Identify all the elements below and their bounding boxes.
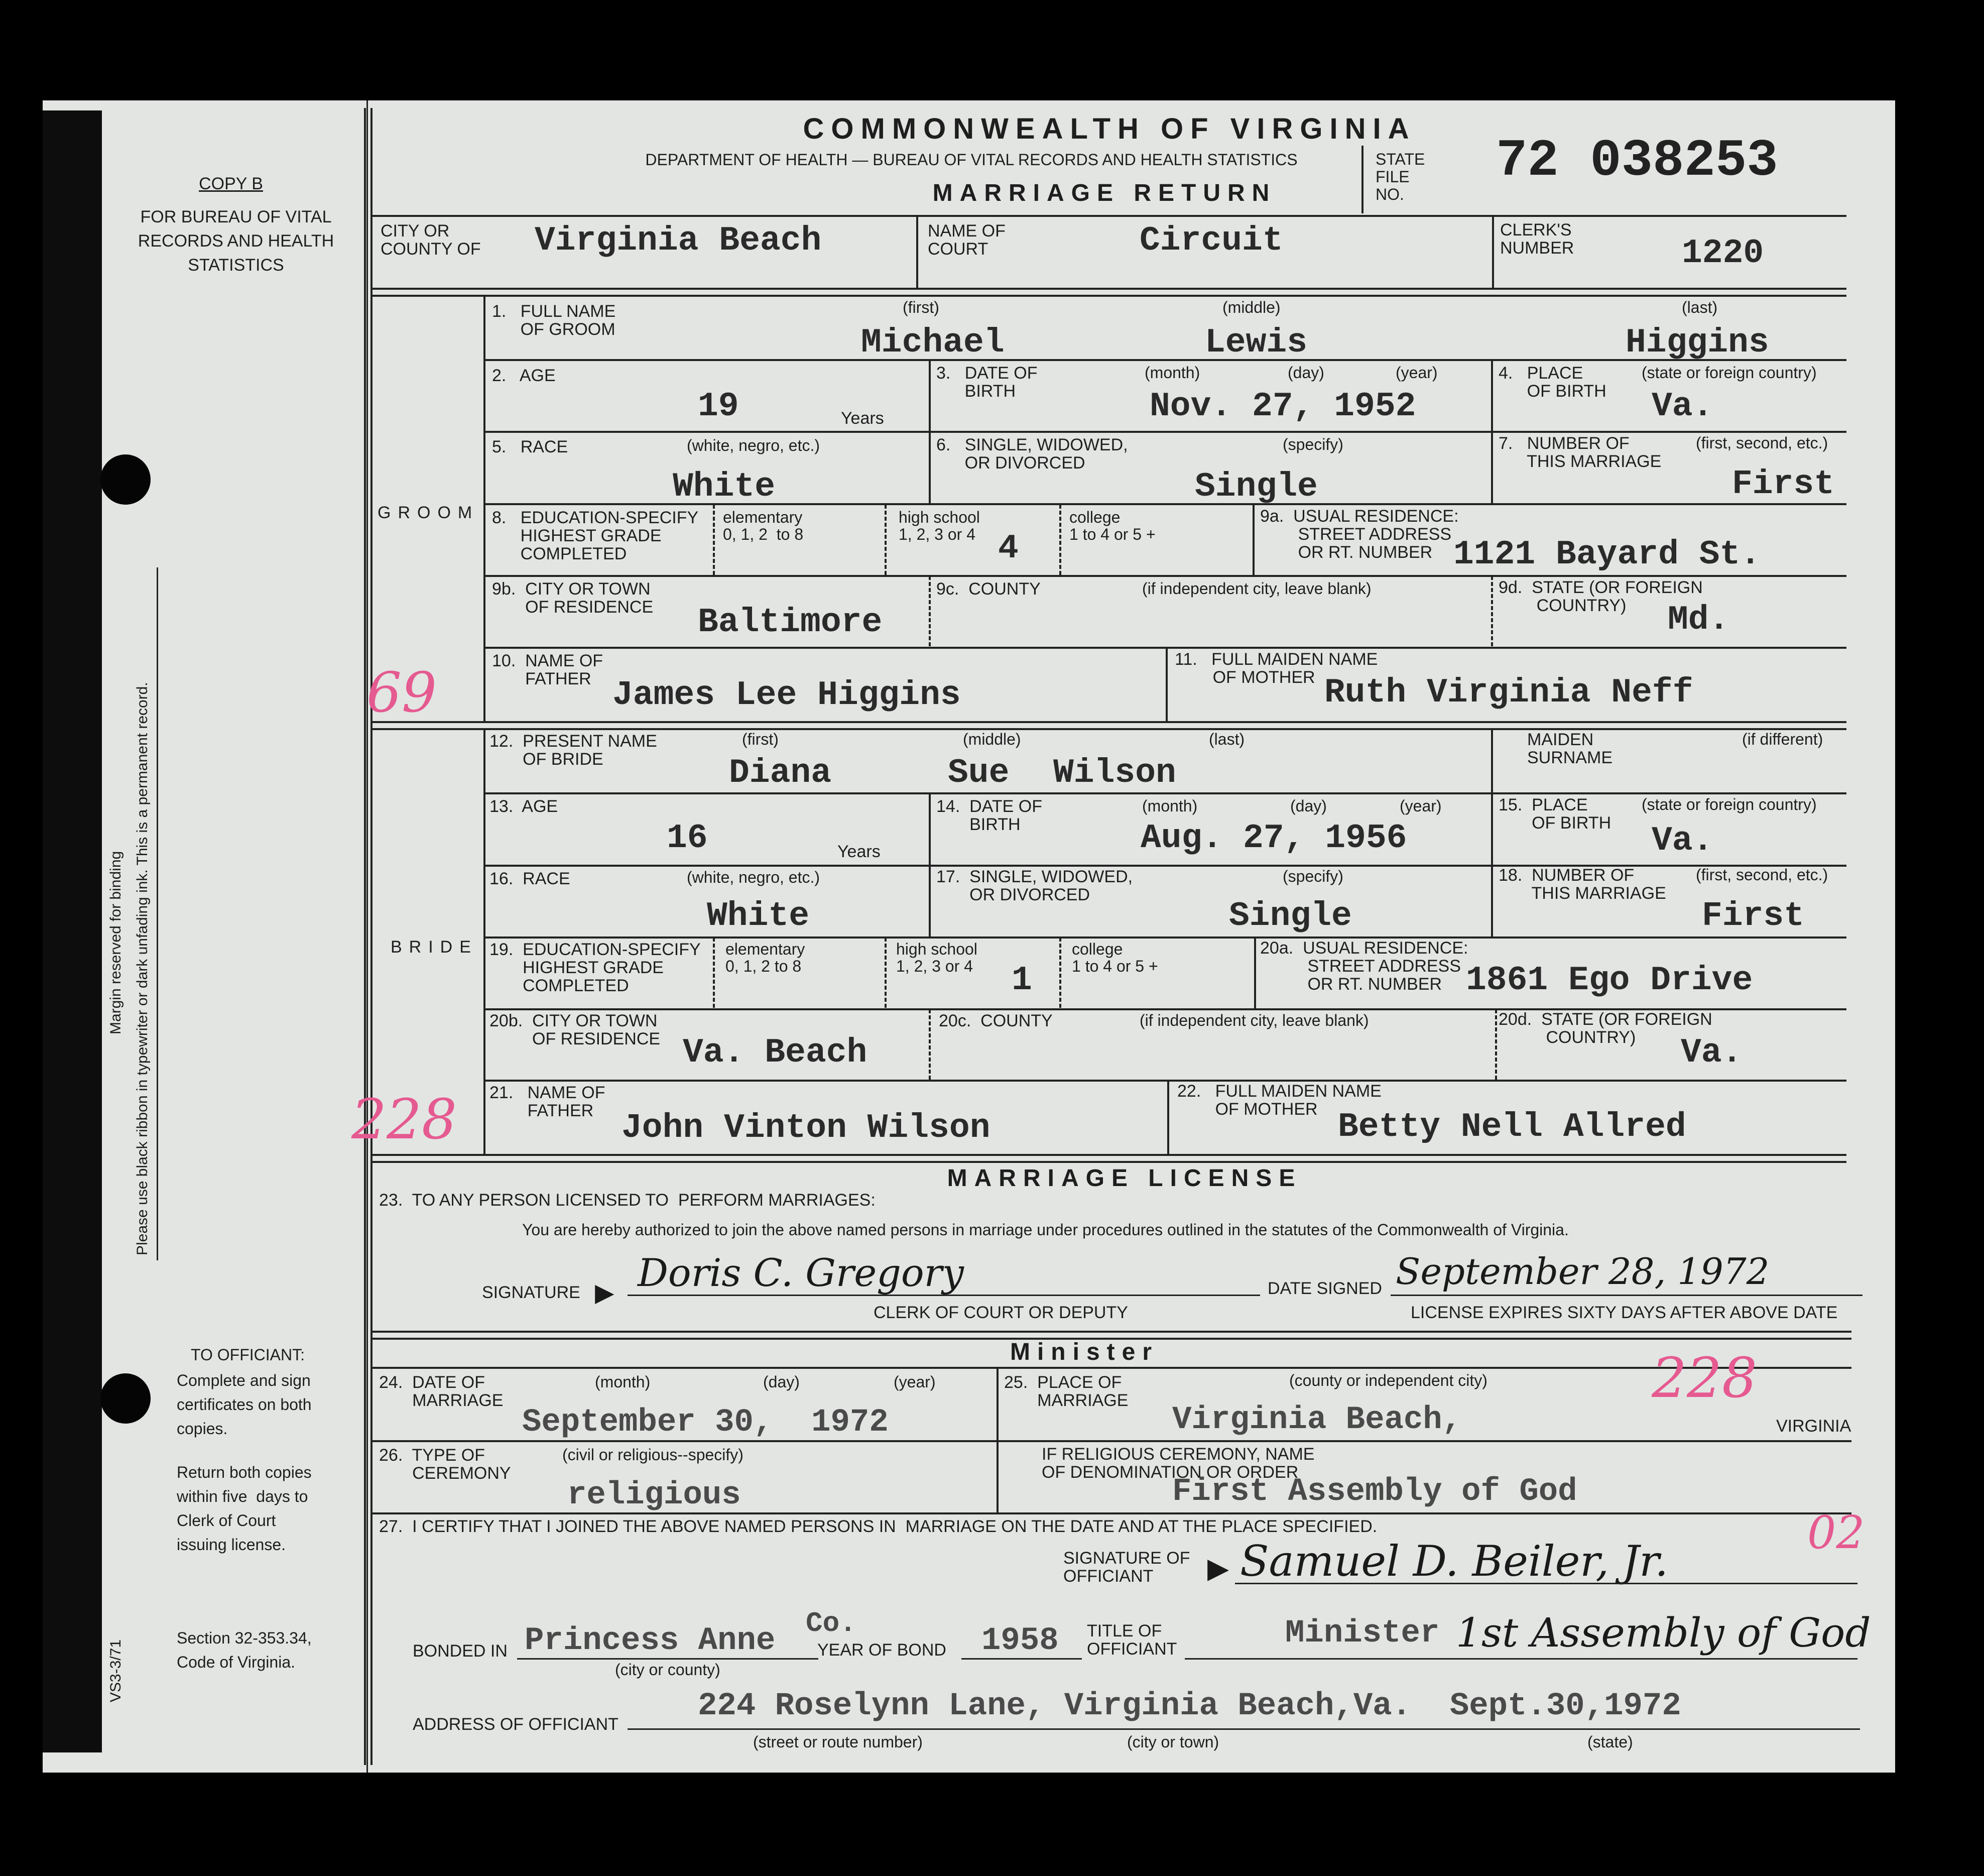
denomination-label: IF RELIGIOUS CEREMONY, NAME OF DENOMINATION OR ORDER: [1042, 1445, 1315, 1482]
groom-first-name: Michael: [861, 323, 1005, 362]
frame-line: [1491, 576, 1493, 646]
bride-pob-label: 15. PLACE OF BIRTH: [1499, 795, 1611, 833]
bride-num-label: 18. NUMBER OF THIS MARRIAGE: [1499, 866, 1666, 903]
license-to: 23. TO ANY PERSON LICENSED TO PERFORM MARRIAGES:: [379, 1191, 876, 1210]
frame-line: [370, 728, 1846, 730]
frame-line: [483, 1080, 1846, 1082]
bride-status-label: 17. SINGLE, WIDOWED, OR DIVORCED: [936, 867, 1133, 904]
specify-hint: (specify): [1283, 867, 1343, 885]
street-hint: (street or route number): [753, 1733, 923, 1751]
type-hint: (civil or religious--specify): [562, 1446, 743, 1464]
binding-strip: [43, 110, 102, 1752]
groom-age: 19: [698, 387, 739, 426]
ceremony-type-label: 26. TYPE OF CEREMONY: [379, 1446, 511, 1483]
license-title: MARRIAGE LICENSE: [947, 1165, 1302, 1192]
bride-state: Va.: [1681, 1033, 1743, 1072]
bonded-co: Co.: [806, 1607, 856, 1639]
court-label: NAME OF COURT: [928, 221, 1006, 259]
license-sig-label: SIGNATURE: [482, 1283, 580, 1302]
frame-line: [483, 647, 1846, 649]
underline: [517, 1658, 818, 1660]
frame-line: [370, 215, 1846, 217]
last-hint: (last): [1682, 298, 1718, 316]
bond-year: 1958: [981, 1623, 1059, 1659]
place-hint: (county or independent city): [1289, 1371, 1487, 1389]
day-hint: (day): [1290, 797, 1327, 815]
groom-status: Single: [1195, 467, 1318, 506]
frame-line: [1492, 215, 1494, 288]
officiant-address-label: ADDRESS OF OFFICIANT: [413, 1715, 618, 1734]
bride-first-name: Diana: [729, 754, 832, 792]
first-hint: (first): [903, 298, 939, 316]
day-hint: (day): [763, 1373, 800, 1391]
groom-county-label: 9c. COUNTY: [936, 579, 1041, 599]
bride-pob: Va.: [1652, 822, 1713, 860]
signature-line: [1391, 1295, 1863, 1296]
frame-line: [364, 108, 366, 1765]
frame-line: [370, 295, 1846, 297]
bride-city-label: 20b. CITY OR TOWN OF RESIDENCE: [489, 1011, 661, 1048]
groom-dob-label: 3. DATE OF BIRTH: [936, 364, 1038, 401]
years-label: Years: [841, 409, 884, 428]
arrow-icon: ▶: [1207, 1552, 1229, 1584]
month-hint: (month): [1145, 364, 1200, 382]
frame-line: [1491, 792, 1493, 865]
court-value: Circuit: [1140, 221, 1283, 260]
pob-hint: (state or foreign country): [1642, 795, 1817, 813]
frame-line: [1491, 431, 1493, 504]
state-hint: (state): [1587, 1733, 1633, 1751]
margin-note: Margin reserved for binding: [107, 851, 124, 1034]
groom-res-label: 9a. USUAL RESIDENCE: STREET ADDRESS OR RT. NUMBER: [1260, 507, 1459, 562]
stub-purpose: FOR BUREAU OF VITAL RECORDS AND HEALTH STATISTICS: [138, 207, 334, 275]
frame-line: [929, 1009, 931, 1080]
marriage-date: September 30, 1972: [522, 1404, 889, 1441]
groom-father: James Lee Higgins: [612, 676, 961, 715]
return-text: Return both copies within five days to Clerk of Court issuing license.: [177, 1463, 312, 1554]
frame-line: [1491, 728, 1493, 793]
college-hint: college 1 to 4 or 5 +: [1072, 940, 1158, 975]
frame-line: [1491, 359, 1493, 432]
frame-line: [370, 1161, 1846, 1163]
stub-rule: [157, 567, 158, 1260]
pink-annotation: 02: [1807, 1506, 1865, 1559]
officiant-title-label: TITLE OF OFFICIANT: [1087, 1621, 1177, 1659]
frame-line: [1491, 865, 1493, 937]
bride-county-label: 20c. COUNTY: [939, 1011, 1053, 1030]
pink-annotation: 69: [366, 660, 437, 725]
virginia-label: VIRGINIA: [1776, 1417, 1851, 1436]
groom-status-label: 6. SINGLE, WIDOWED, OR DIVORCED: [936, 435, 1128, 473]
num-hint: (first, second, etc.): [1696, 866, 1828, 884]
clerk-label: CLERK OF COURT OR DEPUTY: [874, 1303, 1128, 1322]
bride-edu-label: 19. EDUCATION-SPECIFY HIGHEST GRADE COMPLETED: [489, 940, 701, 995]
bride-last-name: Wilson: [1053, 754, 1176, 792]
frame-line: [885, 505, 887, 575]
underline: [628, 1728, 1860, 1730]
bride-name-label: 12. PRESENT NAME OF BRIDE: [489, 732, 657, 769]
arrow-icon: ▶: [595, 1278, 614, 1307]
city-hint: (city or town): [1127, 1733, 1219, 1751]
pob-hint: (state or foreign country): [1642, 364, 1817, 382]
bride-age-label: 13. AGE: [489, 797, 558, 816]
city-value: Virginia Beach: [535, 221, 822, 260]
clerk-label: CLERK'S NUMBER: [1500, 220, 1574, 258]
frame-line: [483, 359, 1846, 361]
bride-high-school: 1: [1012, 961, 1032, 1000]
groom-city-label: 9b. CITY OR TOWN OF RESIDENCE: [492, 579, 654, 617]
groom-name-label: 1. FULL NAME OF GROOM: [492, 302, 616, 339]
bride-father-label: 21. NAME OF FATHER: [489, 1083, 605, 1120]
frame-line: [483, 792, 1846, 794]
high-hint: high school 1, 2, 3 or 4: [896, 940, 977, 975]
bride-dob-label: 14. DATE OF BIRTH: [936, 797, 1042, 834]
file-label: STATE FILE NO.: [1376, 150, 1425, 203]
groom-city: Baltimore: [698, 603, 883, 642]
frame-line: [929, 865, 931, 937]
frame-line: [997, 1367, 999, 1512]
section-text: Section 32-353.34, Code of Virginia.: [177, 1629, 312, 1671]
certify-text: 27. I CERTIFY THAT I JOINED THE ABOVE NAMED PERSONS IN MARRIAGE ON THE DATE AND AT THE PLACE SPECIFIED.: [379, 1517, 1378, 1536]
signature-line: [1235, 1583, 1857, 1584]
pink-annotation: 228: [351, 1087, 457, 1151]
signature-line: [628, 1295, 1260, 1296]
groom-age-label: 2. AGE: [492, 366, 556, 385]
bride-city: Va. Beach: [683, 1033, 867, 1072]
frame-line: [1361, 146, 1363, 213]
groom-residence: 1121 Bayard St.: [1453, 535, 1761, 574]
frame-line: [483, 936, 1846, 939]
marriage-date-label: 24. DATE OF MARRIAGE: [379, 1373, 504, 1410]
month-hint: (month): [1142, 797, 1198, 815]
frame-line: [1167, 1080, 1169, 1154]
underline: [1185, 1658, 1857, 1660]
bride-residence: 1861 Ego Drive: [1466, 961, 1753, 1000]
frame-line: [370, 288, 1846, 290]
groom-mother-label: 11. FULL MAIDEN NAME OF MOTHER: [1175, 650, 1378, 687]
month-hint: (month): [595, 1373, 651, 1391]
header-subtitle: DEPARTMENT OF HEALTH — BUREAU OF VITAL RECORDS AND HEALTH STATISTICS: [645, 151, 1298, 169]
bride-age: 16: [667, 819, 708, 858]
elem-hint: elementary 0, 1, 2 to 8: [725, 940, 805, 975]
city-label: CITY OR COUNTY OF: [381, 221, 481, 259]
marriage-place: Virginia Beach,: [1172, 1402, 1462, 1438]
groom-num-label: 7. NUMBER OF THIS MARRIAGE: [1499, 434, 1662, 471]
frame-line: [929, 792, 931, 865]
groom-middle-name: Lewis: [1205, 323, 1308, 362]
groom-dob: Nov. 27, 1952: [1150, 387, 1416, 426]
bride-middle-name: Sue: [948, 754, 1010, 792]
frame-line: [370, 721, 1846, 723]
frame-line: [916, 215, 918, 288]
frame-line: [885, 937, 887, 1008]
license-auth: You are hereby authorized to join the above named persons in marriage under procedures outlined in the statutes of the Commonwealth of Virginia.: [522, 1221, 1569, 1239]
groom-section-label: GROOM: [378, 503, 479, 522]
bride-race-label: 16. RACE: [489, 869, 570, 888]
officiant-title: TO OFFICIANT:: [191, 1346, 305, 1364]
frame-line: [929, 431, 931, 504]
officiant-text: Complete and sign certificates on both copies.: [177, 1371, 312, 1438]
frame-line: [370, 1440, 1851, 1442]
bride-num: First: [1702, 897, 1805, 935]
high-hint: high school 1, 2, 3 or 4: [899, 508, 980, 543]
last-hint: (last): [1209, 730, 1245, 748]
frame-line: [1253, 503, 1255, 576]
officiant-signature: Samuel D. Beiler, Jr.: [1240, 1537, 1668, 1586]
college-hint: college 1 to 4 or 5 +: [1069, 508, 1156, 543]
copy-label: COPY B: [199, 174, 263, 193]
num-hint: (first, second, etc.): [1696, 434, 1828, 452]
frame-line: [1166, 647, 1168, 721]
bride-status: Single: [1229, 897, 1352, 935]
race-hint: (white, negro, etc.): [687, 868, 820, 886]
bride-res-label: 20a. USUAL RESIDENCE: STREET ADDRESS OR RT. NUMBER: [1260, 939, 1468, 994]
bride-dob: Aug. 27, 1956: [1141, 819, 1407, 858]
license-expires: LICENSE EXPIRES SIXTY DAYS AFTER ABOVE DATE: [1411, 1303, 1838, 1322]
maiden-label: MAIDEN SURNAME: [1527, 730, 1613, 767]
frame-line: [1059, 505, 1061, 575]
county-hint: (if independent city, leave blank): [1142, 579, 1372, 598]
groom-race: White: [673, 467, 776, 506]
bride-section-label: BRIDE: [391, 937, 478, 957]
certificate-title: Minister: [1010, 1339, 1159, 1365]
city-county-hint: (city or county): [615, 1661, 720, 1679]
frame-line: [483, 503, 1846, 505]
clerk-signature: Doris C. Gregory: [638, 1250, 964, 1295]
groom-father-label: 10. NAME OF FATHER: [492, 651, 603, 688]
first-hint: (first): [742, 730, 779, 748]
bride-race: White: [707, 897, 810, 935]
frame-line: [370, 1154, 1846, 1156]
groom-edu-label: 8. EDUCATION-SPECIFY HIGHEST GRADE COMPLETED: [492, 508, 699, 563]
frame-line: [370, 1331, 1851, 1333]
clerk-value: 1220: [1682, 234, 1764, 273]
frame-line: [713, 505, 715, 575]
bride-father: John Vinton Wilson: [622, 1109, 990, 1147]
ink-note: Please use black ribbon in typewriter or dark unfading ink. This is a permanent record.: [134, 682, 151, 1255]
frame-line: [483, 575, 1846, 577]
frame-line: [713, 937, 715, 1008]
groom-high-school: 4: [998, 529, 1019, 568]
frame-line: [1495, 1009, 1497, 1080]
years-label: Years: [837, 842, 881, 861]
year-hint: (year): [894, 1373, 936, 1391]
ceremony-type: religious: [567, 1477, 741, 1513]
middle-hint: (middle): [1222, 298, 1281, 316]
groom-state: Md.: [1668, 601, 1729, 639]
year-hint: (year): [1396, 364, 1438, 382]
elem-hint: elementary 0, 1, 2 to 8: [723, 508, 804, 543]
license-date-label: DATE SIGNED: [1268, 1279, 1382, 1298]
groom-num: First: [1732, 465, 1835, 504]
frame-line: [1059, 937, 1061, 1008]
file-number: 72 038253: [1496, 132, 1778, 191]
marriage-place-label: 25. PLACE OF MARRIAGE: [1004, 1373, 1129, 1410]
bonded-label: BONDED IN: [413, 1642, 508, 1661]
officiant-sig-label: SIGNATURE OF OFFICIANT: [1063, 1549, 1190, 1586]
frame-line: [370, 108, 373, 1765]
frame-line: [483, 431, 1846, 433]
frame-line: [370, 1512, 1851, 1514]
form-number: VS3-3/71: [107, 1639, 124, 1702]
groom-last-name: Higgins: [1626, 323, 1769, 362]
specify-hint: (specify): [1283, 435, 1343, 453]
frame-line: [929, 359, 931, 432]
officiant-title: Minister: [1285, 1615, 1440, 1652]
frame-line: [929, 576, 931, 646]
bride-state-label: 20d. STATE (OR FOREIGN COUNTRY): [1499, 1010, 1712, 1047]
frame-line: [1254, 936, 1256, 1009]
bonded-in: Princess Anne: [525, 1623, 776, 1659]
groom-race-label: 5. RACE: [492, 437, 568, 456]
bride-mother: Betty Nell Allred: [1338, 1108, 1686, 1146]
header-title: COMMONWEALTH OF VIRGINIA: [803, 112, 1416, 145]
day-hint: (day): [1288, 364, 1324, 382]
form-title: MARRIAGE RETURN: [932, 180, 1277, 206]
bride-mother-label: 22. FULL MAIDEN NAME OF MOTHER: [1177, 1082, 1382, 1119]
underline: [961, 1658, 1082, 1660]
groom-pob-label: 4. PLACE OF BIRTH: [1499, 364, 1606, 401]
race-hint: (white, negro, etc.): [687, 436, 820, 454]
maiden-hint: (if different): [1742, 730, 1823, 748]
groom-mother: Ruth Virginia Neff: [1324, 673, 1693, 712]
middle-hint: (middle): [963, 730, 1021, 748]
license-date: September 28, 1972: [1396, 1250, 1770, 1293]
bond-year-label: YEAR OF BOND: [817, 1640, 946, 1660]
year-hint: (year): [1400, 797, 1442, 815]
groom-state-label: 9d. STATE (OR FOREIGN COUNTRY): [1499, 578, 1703, 615]
county-hint: (if independent city, leave blank): [1140, 1011, 1369, 1029]
officiant-address: 224 Roselynn Lane, Virginia Beach,Va. Sept.30,1972: [698, 1688, 1681, 1724]
officiant-title-handwritten: 1st Assembly of God: [1456, 1609, 1871, 1656]
groom-pob: Va.: [1652, 387, 1713, 426]
pink-annotation: 228: [1652, 1346, 1757, 1410]
frame-line: [370, 1367, 1851, 1369]
denomination: First Assembly of God: [1172, 1474, 1577, 1510]
